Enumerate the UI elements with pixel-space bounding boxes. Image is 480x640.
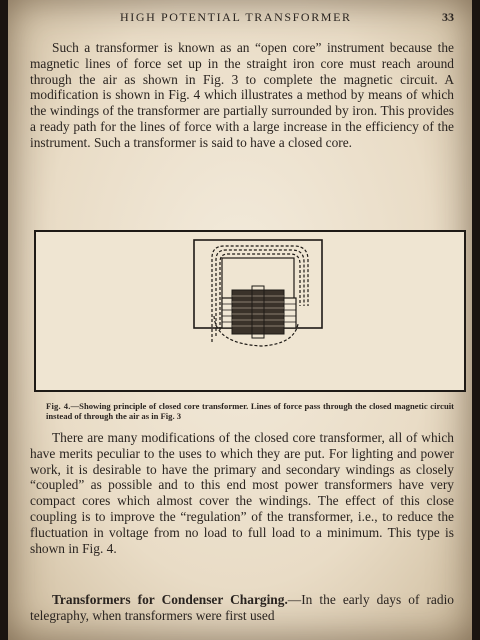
running-head bbox=[8, 10, 472, 28]
figure-4-caption bbox=[46, 402, 454, 421]
paragraph-condenser-charging-text: —In the early days of radio telegraphy, when transformers were first used bbox=[30, 592, 454, 623]
section-heading-condenser-charging: Transformers for Condenser Charging. bbox=[52, 592, 288, 607]
paragraph-condenser-charging bbox=[30, 592, 454, 624]
primary-winding bbox=[232, 290, 284, 334]
running-title: HIGH POTENTIAL TRANSFORMER bbox=[120, 10, 352, 24]
page-number: 33 bbox=[442, 10, 454, 24]
book-page bbox=[8, 0, 472, 640]
figure-4-frame bbox=[34, 230, 466, 392]
closed-core-transformer-diagram bbox=[36, 232, 464, 390]
figure-caption-text: —Showing principle of closed core transformer. Lines of force pass through the closed magnetic circuit instead of through the air as in Fig. 3 bbox=[46, 401, 454, 421]
paragraph-closed-core-modifications: There are many modifications of the closed core transformer, all of which have merits peculiar to the uses to which they are put. For lighting and power work, it is desirable to have the primary and secondary windings as closely “coupled” as possible and to this end most power transformers have very compact cores which almost cover the windings. The effect of this close coupling is to improve the “regulation” of the transformer, i.e., to reduce the fluctuation in voltage from no load to full load to a minimum. This type is shown in Fig. 4. bbox=[30, 430, 454, 556]
paragraph-open-core: Such a transformer is known as an “open core” instrument because the magnetic lines of force set up in the straight iron core must reach around through the air as shown in Fig. 3 to complete the magnetic circuit. A modification is shown in Fig. 4 which illustrates a method by means of which the windings of the transformer are partially surrounded by iron. This provides a ready path for the lines of force with a large increase in the efficiency of the instrument. Such a transformer is said to have a closed core. bbox=[30, 40, 454, 150]
figure-label: Fig. 4. bbox=[46, 401, 71, 411]
